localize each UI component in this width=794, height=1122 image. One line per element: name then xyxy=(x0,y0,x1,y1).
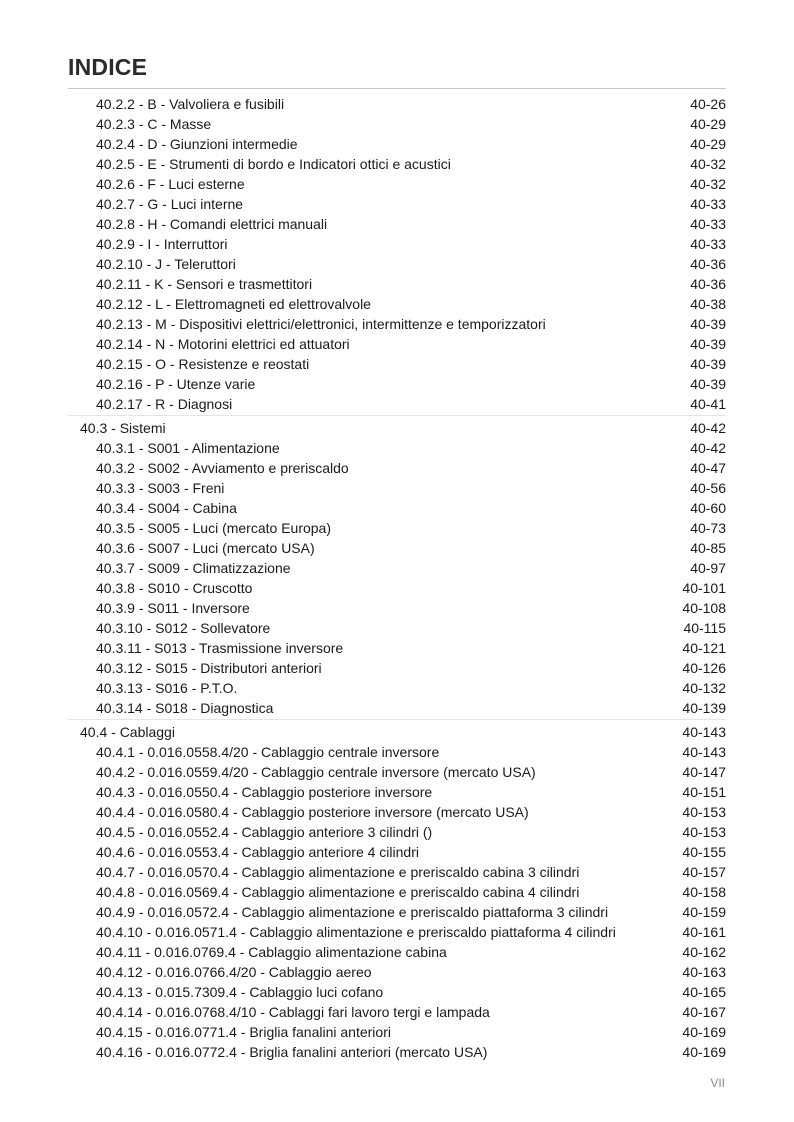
toc-entry-label: 40.2.16 - P - Utenze varie xyxy=(96,376,256,392)
toc-entry-page: 40-41 xyxy=(690,396,726,412)
toc-entry[interactable] xyxy=(96,902,726,922)
toc-entry-page: 40-39 xyxy=(690,336,726,352)
toc-entry[interactable] xyxy=(96,374,726,394)
page-number: VII xyxy=(710,1076,725,1090)
toc-entry-label: 40.4.1 - 0.016.0558.4/20 - Cablaggio centrale inversore xyxy=(96,744,440,760)
toc-entry[interactable] xyxy=(96,678,726,698)
toc-entry[interactable] xyxy=(96,438,726,458)
toc-entry-page: 40-162 xyxy=(682,944,726,960)
toc-entry-page: 40-143 xyxy=(682,724,726,740)
toc-entry-page: 40-39 xyxy=(690,316,726,332)
toc-entry-page: 40-169 xyxy=(682,1044,726,1060)
toc-entry-page: 40-60 xyxy=(690,500,726,516)
toc-entry-page: 40-147 xyxy=(682,764,726,780)
toc-entry-label: 40.2.13 - M - Dispositivi elettrici/elettronici, intermittenze e temporizzatori xyxy=(96,316,546,332)
toc-entry[interactable] xyxy=(96,822,726,842)
toc-entry-page: 40-33 xyxy=(690,236,726,252)
toc-entry[interactable] xyxy=(96,394,726,414)
toc-entry[interactable] xyxy=(96,1002,726,1022)
toc-entry-page: 40-101 xyxy=(682,580,726,596)
toc-entry[interactable] xyxy=(96,698,726,718)
toc-entry[interactable] xyxy=(96,598,726,618)
toc-entry-page: 40-38 xyxy=(690,296,726,312)
toc-entry[interactable] xyxy=(96,618,726,638)
toc-entry-page: 40-161 xyxy=(682,924,726,940)
toc-entry[interactable] xyxy=(96,942,726,962)
toc-entry-page: 40-126 xyxy=(682,660,726,676)
toc-entry[interactable] xyxy=(96,154,726,174)
toc-entry-label: 40.4.3 - 0.016.0550.4 - Cablaggio posteriore inversore xyxy=(96,784,433,800)
toc-entry-page: 40-132 xyxy=(682,680,726,696)
toc-entry-page: 40-29 xyxy=(690,136,726,152)
toc-entry-label: 40.4.15 - 0.016.0771.4 - Briglia fanalini anteriori xyxy=(96,1024,391,1040)
toc-entry-label: 40.3.8 - S010 - Cruscotto xyxy=(96,580,253,596)
toc-entry[interactable] xyxy=(96,558,726,578)
toc-entry-page: 40-36 xyxy=(690,256,726,272)
toc-entry-page: 40-167 xyxy=(682,1004,726,1020)
toc-entry[interactable] xyxy=(96,802,726,822)
toc-entry-label: 40.4.16 - 0.016.0772.4 - Briglia fanalini anteriori (mercato USA) xyxy=(96,1044,488,1060)
toc-entry-label: 40.2.9 - I - Interruttori xyxy=(96,236,228,252)
toc-entry[interactable] xyxy=(96,498,726,518)
toc-entry-label: 40.4.12 - 0.016.0766.4/20 - Cablaggio aereo xyxy=(96,964,372,980)
toc-entry[interactable] xyxy=(96,578,726,598)
toc-entry-label: 40.3.12 - S015 - Distributori anteriori xyxy=(96,660,322,676)
toc-entry-label: 40.4.10 - 0.016.0571.4 - Cablaggio alimentazione e preriscaldo piattaforma 4 cilindri xyxy=(96,924,616,940)
toc-entry-page: 40-115 xyxy=(683,620,726,636)
toc-entry-label: 40.3.2 - S002 - Avviamento e preriscaldo xyxy=(96,460,349,476)
toc-entry[interactable] xyxy=(96,742,726,762)
toc-entry[interactable] xyxy=(96,458,726,478)
toc-entry-label: 40.2.10 - J - Teleruttori xyxy=(96,256,236,272)
toc-entry-page: 40-153 xyxy=(682,824,726,840)
toc-entry-label: 40.4.11 - 0.016.0769.4 - Cablaggio alimentazione cabina xyxy=(96,944,447,960)
toc-entry[interactable] xyxy=(96,114,726,134)
toc-entry[interactable] xyxy=(96,254,726,274)
toc-entry[interactable] xyxy=(96,518,726,538)
toc-entry-page: 40-143 xyxy=(682,744,726,760)
toc-entry-label: 40.2.2 - B - Valvoliera e fusibili xyxy=(96,96,285,112)
toc-entry[interactable] xyxy=(96,334,726,354)
toc-entry[interactable] xyxy=(96,94,726,114)
toc-entry-label: 40.2.17 - R - Diagnosi xyxy=(96,396,233,412)
toc-entry-label: 40.3.5 - S005 - Luci (mercato Europa) xyxy=(96,520,332,536)
toc-entry[interactable] xyxy=(96,274,726,294)
title-divider xyxy=(68,88,726,89)
section-divider xyxy=(68,415,726,416)
toc-entry[interactable] xyxy=(96,194,726,214)
toc-entry-page: 40-151 xyxy=(682,784,726,800)
toc-entry[interactable] xyxy=(96,782,726,802)
toc-entry-label: 40.3.11 - S013 - Trasmissione inversore xyxy=(96,640,344,656)
toc-entry-label: 40.3.4 - S004 - Cabina xyxy=(96,500,237,516)
toc-entry-label: 40.3.10 - S012 - Sollevatore xyxy=(96,620,271,636)
toc-entry-label: 40.2.14 - N - Motorini elettrici ed attuatori xyxy=(96,336,350,352)
toc-entry-label: 40.4.4 - 0.016.0580.4 - Cablaggio posteriore inversore (mercato USA) xyxy=(96,804,529,820)
toc-entry-label: 40.3.9 - S011 - Inversore xyxy=(96,600,250,616)
toc-entry-label: 40.2.7 - G - Luci interne xyxy=(96,196,244,212)
toc-section-heading[interactable] xyxy=(80,722,726,742)
toc-entry-label: 40.2.15 - O - Resistenze e reostati xyxy=(96,356,310,372)
toc-entry-page: 40-163 xyxy=(682,964,726,980)
toc-entry-label: 40.4.6 - 0.016.0553.4 - Cablaggio anteriore 4 cilindri xyxy=(96,844,419,860)
toc-entry-page: 40-33 xyxy=(690,216,726,232)
toc-entry[interactable] xyxy=(96,354,726,374)
toc-entry-label: 40.2.5 - E - Strumenti di bordo e Indicatori ottici e acustici xyxy=(96,156,451,172)
toc-entry[interactable] xyxy=(96,174,726,194)
toc-entry-page: 40-39 xyxy=(690,376,726,392)
toc-entry-label: 40.3.6 - S007 - Luci (mercato USA) xyxy=(96,540,315,556)
toc-entry-label: 40.4.7 - 0.016.0570.4 - Cablaggio alimentazione e preriscaldo cabina 3 cilindri xyxy=(96,864,580,880)
toc-entry-page: 40-32 xyxy=(690,176,726,192)
toc-entry[interactable] xyxy=(96,314,726,334)
toc-entry-label: 40.4.5 - 0.016.0552.4 - Cablaggio anteriore 3 cilindri () xyxy=(96,824,433,840)
toc-entry-page: 40-155 xyxy=(682,844,726,860)
toc-entry-page: 40-47 xyxy=(690,460,726,476)
toc-entry-page: 40-157 xyxy=(682,864,726,880)
toc-entry-label: 40.2.11 - K - Sensori e trasmettitori xyxy=(96,276,313,292)
toc-entry-label: 40.4.8 - 0.016.0569.4 - Cablaggio alimentazione e preriscaldo cabina 4 cilindri xyxy=(96,884,580,900)
toc-entry-label: 40.4.13 - 0.015.7309.4 - Cablaggio luci cofano xyxy=(96,984,384,1000)
toc-entry-page: 40-139 xyxy=(682,700,726,716)
toc-entry[interactable] xyxy=(96,882,726,902)
toc-entry-page: 40-158 xyxy=(682,884,726,900)
toc-entry-page: 40-26 xyxy=(690,96,726,112)
toc-entry[interactable] xyxy=(96,638,726,658)
toc-entry[interactable] xyxy=(96,134,726,154)
toc-entry-page: 40-39 xyxy=(690,356,726,372)
toc-entry-page: 40-165 xyxy=(682,984,726,1000)
toc-entry[interactable] xyxy=(96,234,726,254)
toc-entry[interactable] xyxy=(96,478,726,498)
toc-entry-label: 40.3.14 - S018 - Diagnostica xyxy=(96,700,274,716)
section-divider xyxy=(68,719,726,720)
toc-entry-label: 40.4.2 - 0.016.0559.4/20 - Cablaggio centrale inversore (mercato USA) xyxy=(96,764,536,780)
toc-entry-label: 40.3 - Sistemi xyxy=(80,420,166,436)
toc-entry-label: 40.3.7 - S009 - Climatizzazione xyxy=(96,560,291,576)
toc-entry-label: 40.3.1 - S001 - Alimentazione xyxy=(96,440,280,456)
toc-entry[interactable] xyxy=(96,214,726,234)
toc-entry-page: 40-42 xyxy=(690,440,726,456)
toc-entry-label: 40.3.13 - S016 - P.T.O. xyxy=(96,680,238,696)
toc-entry-page: 40-169 xyxy=(682,1024,726,1040)
page-title: INDICE xyxy=(68,54,148,80)
toc-entry-page: 40-73 xyxy=(690,520,726,536)
toc-entry-page: 40-85 xyxy=(690,540,726,556)
toc-entry-page: 40-56 xyxy=(690,480,726,496)
toc-entry-page: 40-153 xyxy=(682,804,726,820)
toc-entry-page: 40-32 xyxy=(690,156,726,172)
toc-entry-page: 40-33 xyxy=(690,196,726,212)
toc-entry[interactable] xyxy=(96,658,726,678)
toc-entry-page: 40-36 xyxy=(690,276,726,292)
toc-entry-label: 40.2.8 - H - Comandi elettrici manuali xyxy=(96,216,328,232)
toc-entry-label: 40.4.9 - 0.016.0572.4 - Cablaggio alimentazione e preriscaldo piattaforma 3 cilindri xyxy=(96,904,609,920)
toc-entry[interactable] xyxy=(96,962,726,982)
toc-entry[interactable] xyxy=(96,538,726,558)
toc-entry-label: 40.2.6 - F - Luci esterne xyxy=(96,176,245,192)
toc-entry-page: 40-97 xyxy=(690,560,726,576)
toc-entry[interactable] xyxy=(96,1042,726,1062)
toc-entry-page: 40-108 xyxy=(682,600,726,616)
toc-entry[interactable] xyxy=(96,1022,726,1042)
toc-entry-label: 40.2.12 - L - Elettromagneti ed elettrovalvole xyxy=(96,296,371,312)
toc-entry-label: 40.2.4 - D - Giunzioni intermedie xyxy=(96,136,298,152)
toc-entry-page: 40-159 xyxy=(682,904,726,920)
toc-entry[interactable] xyxy=(96,762,726,782)
toc-entry[interactable] xyxy=(96,294,726,314)
toc-entry-label: 40.2.3 - C - Masse xyxy=(96,116,212,132)
toc-entry-page: 40-121 xyxy=(682,640,726,656)
toc-entry[interactable] xyxy=(96,842,726,862)
toc-entry-label: 40.4 - Cablaggi xyxy=(80,724,175,740)
toc-entry-page: 40-42 xyxy=(690,420,726,436)
toc-entry[interactable] xyxy=(96,982,726,1002)
toc-entry-label: 40.4.14 - 0.016.0768.4/10 - Cablaggi fari lavoro tergi e lampada xyxy=(96,1004,490,1020)
toc-entry-label: 40.3.3 - S003 - Freni xyxy=(96,480,225,496)
toc-entry[interactable] xyxy=(96,862,726,882)
toc-section-heading[interactable] xyxy=(80,418,726,438)
toc-entry-page: 40-29 xyxy=(690,116,726,132)
toc-entry[interactable] xyxy=(96,922,726,942)
